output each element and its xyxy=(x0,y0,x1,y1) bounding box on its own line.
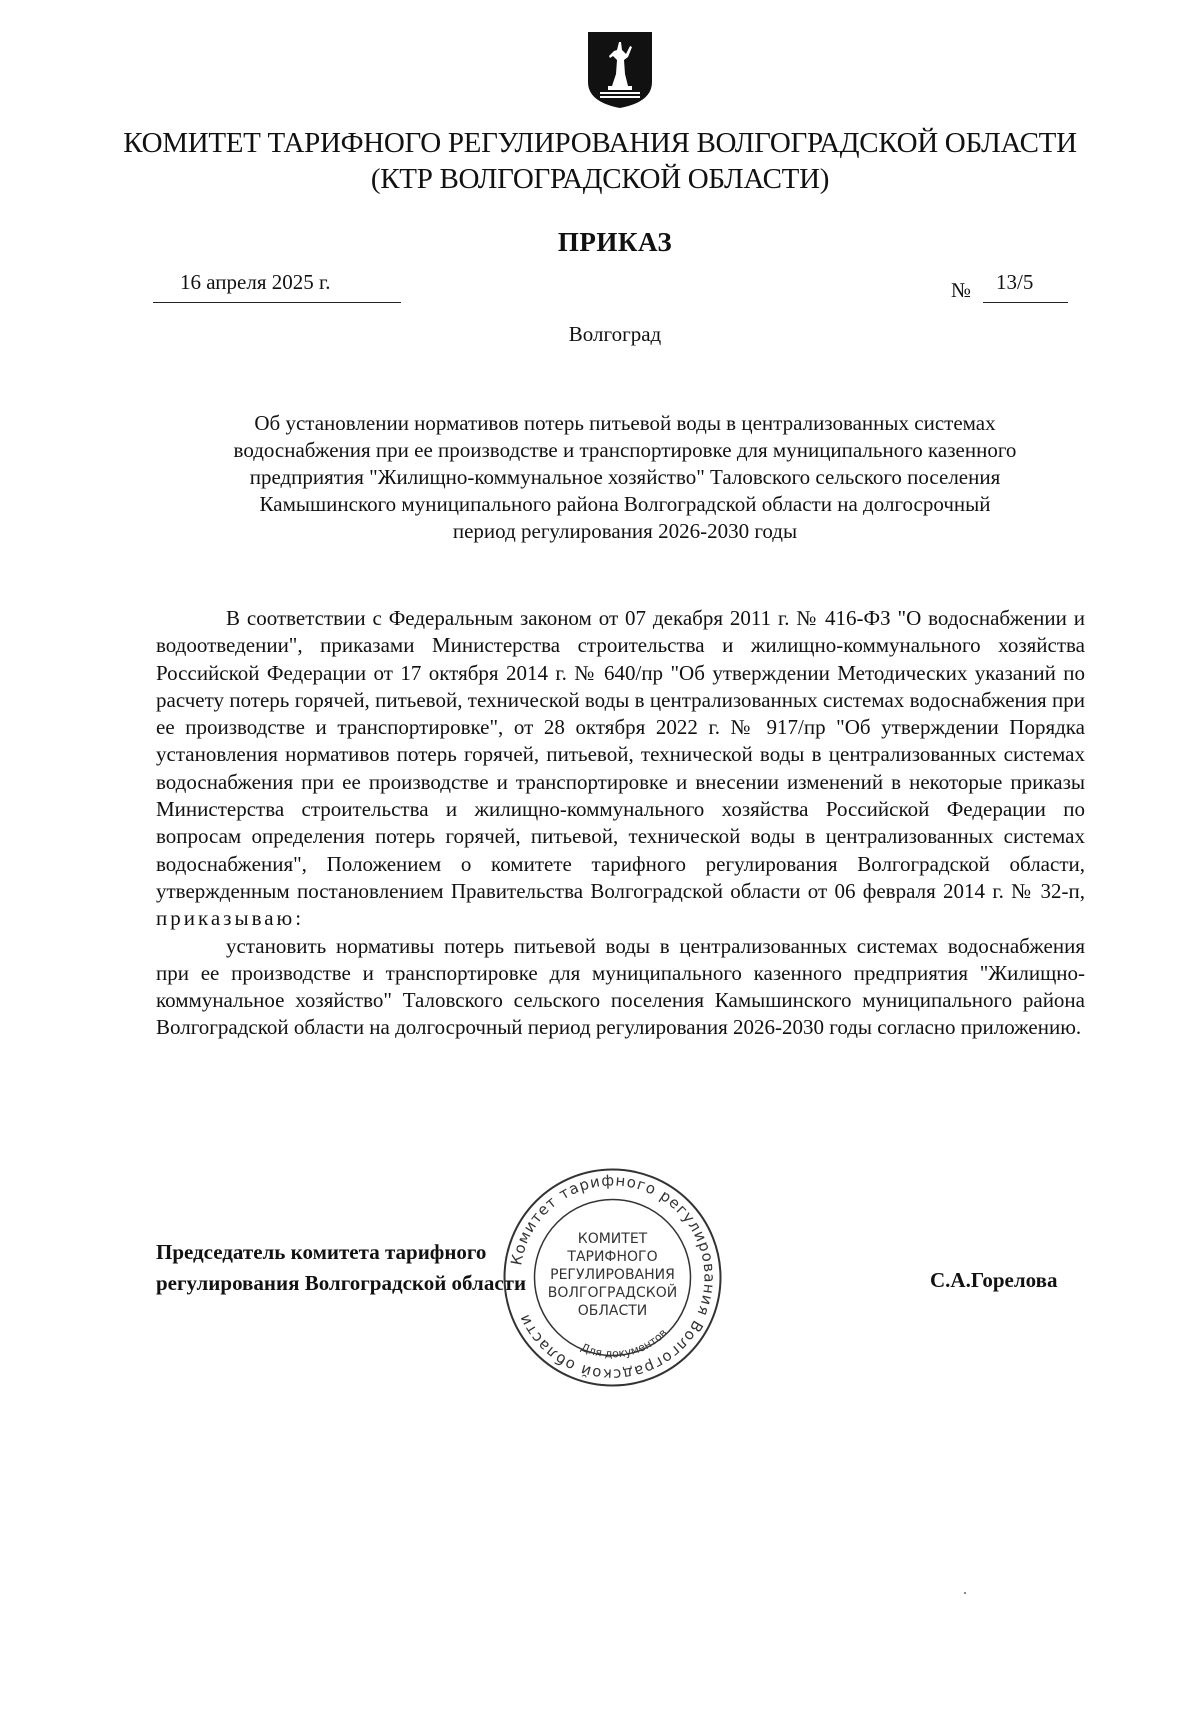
number-underline xyxy=(983,302,1068,303)
subject-line: Камышинского муниципального района Волгоградской области на долгосрочный xyxy=(259,492,991,516)
document-body xyxy=(156,605,1085,1042)
stamp-center-line: РЕГУЛИРОВАНИЯ xyxy=(550,1267,675,1283)
stamp-bottom-text: Для документов xyxy=(578,1326,670,1361)
date-underline xyxy=(153,302,401,303)
subject-line: период регулирования 2026-2030 годы xyxy=(452,519,798,543)
signatory-position xyxy=(156,1237,526,1299)
stamp-center-line: КОМИТЕТ xyxy=(577,1231,648,1247)
stamp-ring-text: Комитет тарифного регулирования Волгоградской области xyxy=(507,1171,719,1384)
body-paragraph-2: установить нормативы потерь питьевой воды в централизованных системах водоснабжения при ее производстве и транспортировке для муниципального казенного предприятия "Жилищно-коммунальное хозяйство" Таловского сельского поселения Камышинского муниципального района Волгоградской области на долгосрочный период регулирования 2026-2030 годы согласно приложению. xyxy=(156,933,1085,1040)
stamp-center-line: ВОЛГОГРАДСКОЙ xyxy=(547,1285,678,1301)
number-sign: № xyxy=(951,278,972,302)
document-number: 13/5 xyxy=(996,270,1034,294)
stamp-center-line: ОБЛАСТИ xyxy=(577,1303,648,1319)
organization-short-title: (КТР ВОЛГОГРАДСКОЙ ОБЛАСТИ) xyxy=(370,163,830,195)
document-subject xyxy=(160,410,1090,545)
signatory-name: С.А.Горелова xyxy=(930,1268,1058,1292)
subject-line: предприятия "Жилищно-коммунальное хозяйство" Таловского сельского поселения xyxy=(249,465,1001,489)
preamble-text: В соответствии с Федеральным законом от 07 декабря 2011 г. № 416-ФЗ "О водоснабжении и водоотведении", приказами Министерства строительства и жилищно-коммунального хозяйства Российской Федерации от 17 октября 2014 г. № 640/пр "Об утверждении Методических указаний по расчету потерь горячей, питьевой, технической воды в централизованных системах водоснабжения при ее производстве и транспортировке", от 28 октября 2022 г. № 917/пр "Об утверждении Порядка установления нормативов потерь горячей, питьевой, технической воды в централизованных системах водоснабжения при ее производстве и транспортировке и внесении изменений в некоторые приказы Министерства строительства и жилищно-коммунального хозяйства Российской Федерации по вопросам определения потерь горячей, питьевой, технической воды в централизованных системах водоснабжения", Положением о комитете тарифного регулирования Волгоградской области, утвержденным постановлением Правительства Волгоградской области от 06 февраля 2014 г. № 32-п, xyxy=(156,606,1085,903)
order-word: приказываю: xyxy=(156,906,305,931)
scan-speck xyxy=(964,1592,966,1594)
subject-line: водоснабжения при ее производстве и транспортировке для муниципального казенного xyxy=(233,438,1017,462)
subject-line: Об установлении нормативов потерь питьевой воды в централизованных системах xyxy=(254,411,996,435)
stamp-center-line: ТАРИФНОГО xyxy=(567,1249,658,1265)
coat-of-arms-icon xyxy=(586,30,654,110)
body-paragraph-1 xyxy=(156,605,1085,933)
document-date: 16 апреля 2025 г. xyxy=(180,270,331,294)
official-stamp-icon xyxy=(500,1165,725,1390)
signatory-position-line: регулирования Волгоградской области xyxy=(156,1271,527,1295)
document-type: ПРИКАЗ xyxy=(557,227,673,257)
signatory-position-line: Председатель комитета тарифного xyxy=(156,1240,487,1264)
organization-title: КОМИТЕТ ТАРИФНОГО РЕГУЛИРОВАНИЯ ВОЛГОГРАДСКОЙ ОБЛАСТИ xyxy=(123,127,1077,159)
document-city: Волгоград xyxy=(568,322,662,346)
